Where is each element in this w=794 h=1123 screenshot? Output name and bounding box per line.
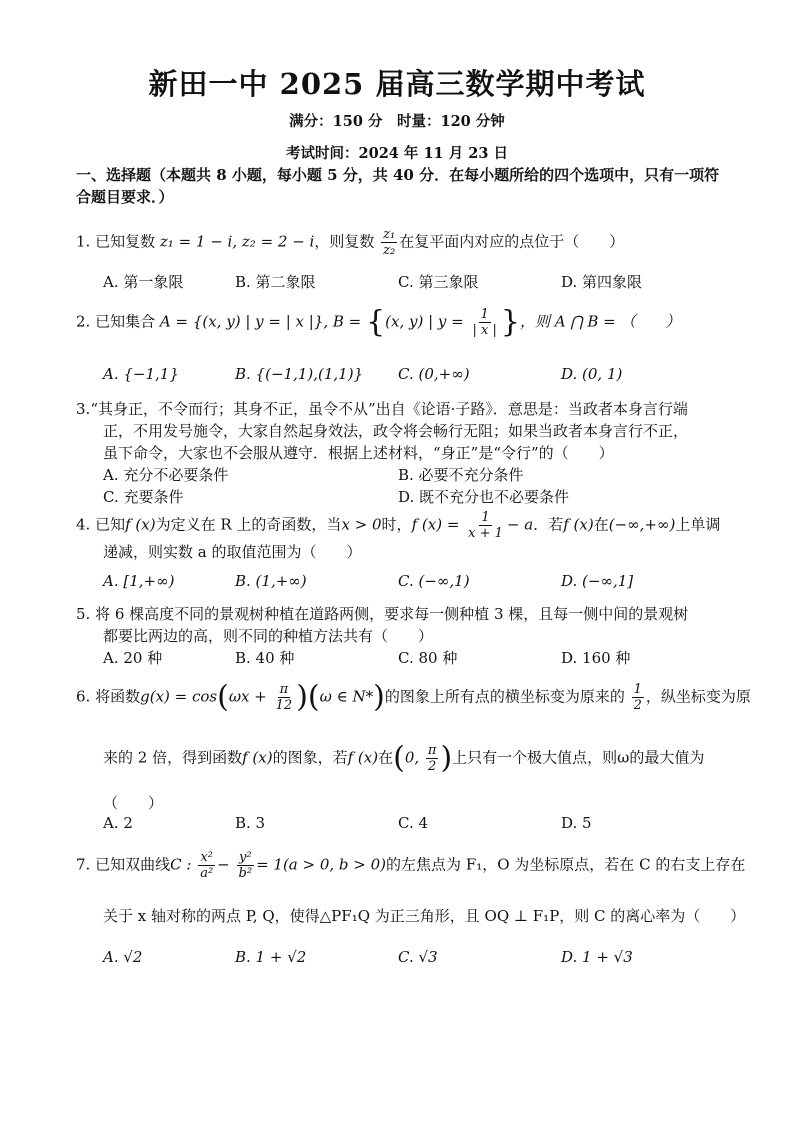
q6-int-fraction [426, 743, 439, 774]
q3-option-d: D. 既不充分也不必要条件 [398, 488, 570, 506]
q6-paren-right: ) [296, 679, 308, 715]
q6-inner: ωx + [228, 687, 267, 706]
q3-line-1: “其身正，不令而行；其身不正，虽令不从”出自《论语·子路》．意思是：当政者本身言行端 [90, 400, 688, 418]
q4-mid2: 时， [381, 515, 412, 534]
exam-date: 考试时间：2024 年 11 月 23 日 [286, 145, 508, 162]
q6-cond-right: ) [373, 679, 385, 715]
q7-frac-y-num: y² [239, 850, 252, 865]
q6-option-b: B. 3 [235, 814, 266, 832]
q7-line-2: 关于 x 轴对称的两点 P, Q，使得△PF₁Q 为正三角形，且 OQ ⊥ F₁P，则 C 的离心率为（ ） [103, 907, 746, 925]
q7-option-a: A. √2 [103, 948, 143, 966]
q7-c: C : [170, 855, 192, 874]
q6-int-paren-right: ) [440, 740, 453, 776]
q6-cond-left: ( [307, 679, 320, 715]
q1-frac-den: z₂ [383, 243, 396, 258]
q6-int-den: 2 [428, 759, 437, 774]
q7-option-d: D. 1 + √3 [561, 948, 633, 966]
q3-option-c: C. 充要条件 [103, 488, 184, 506]
q2-set-b: (x, y) | y = [385, 312, 464, 331]
q6-line2b: 的图象，若 [272, 748, 348, 767]
q4-frac-num: 1 [481, 510, 490, 525]
q2-option-d: D. (0, 1) [561, 365, 623, 383]
q5-number: 5. [76, 605, 91, 623]
q2-brace-right: } [500, 304, 520, 340]
q1-option-b: B. 第二象限 [235, 273, 316, 291]
q4-interval: (−∞,+∞) [608, 515, 676, 534]
q5-option-d: D. 160 种 [561, 649, 631, 667]
question-7 [76, 850, 745, 881]
question-4 [76, 510, 720, 541]
q7-option-b: B. 1 + √2 [235, 948, 307, 966]
exam-meta: 满分：150 分 时量：120 分钟 [289, 113, 505, 130]
q1-number: 1. [76, 232, 91, 251]
q6-int-num: π [427, 743, 437, 758]
q6-int-paren-left: ( [393, 740, 405, 776]
q1-frac-num: z₁ [383, 227, 396, 242]
q4-option-a: A. [1,+∞) [103, 572, 175, 590]
q4-option-d: D. (−∞,1] [561, 572, 634, 590]
q4-line-2: 递减，则实数 a 的取值范围为（ ） [103, 543, 362, 561]
question-3 [76, 398, 688, 420]
q6-line2c: 在 [378, 748, 394, 767]
q4-cond: x > 0 [341, 515, 382, 534]
q4-f2: f (x) [563, 515, 594, 534]
q4-fraction [466, 510, 505, 541]
q2-fraction [471, 307, 499, 338]
q4-fx: f (x) = [411, 515, 460, 534]
q4-number: 4. [76, 515, 91, 534]
q7-tail-1: 的左焦点为 F₁，O 为坐标原点，若在 C 的右支上存在 [386, 855, 746, 874]
q6-line-3: （ ） [103, 794, 164, 812]
q6-number: 6. [76, 687, 91, 706]
q2-lead: 已知集合 [95, 312, 156, 331]
q7-frac-x-den: a² [200, 866, 214, 881]
q5-line-2: 都要比两边的高，则不同的种植方法共有（ ） [103, 627, 434, 645]
page-title: 新田一中 2025 届高三数学期中考试 [148, 67, 646, 101]
q4-mid4: 在 [593, 515, 609, 534]
q6-cond: ω ∈ N* [319, 687, 374, 706]
q1-fraction [381, 227, 397, 258]
q7-frac-x [198, 850, 215, 881]
section-heading: 一、选择题（本题共 8 小题，每小题 5 分，共 40 分．在每小题所给的四个选项中，只有一项符合题目要求．） [76, 166, 720, 206]
q7-minus: − [217, 855, 230, 874]
q4-option-c: C. (−∞,1) [398, 572, 470, 590]
q4-lead: 已知 [95, 515, 126, 534]
q7-option-c: C. √3 [398, 948, 438, 966]
q7-number: 7. [76, 855, 91, 874]
q6-tail-2: ，纵坐标变为原 [645, 687, 751, 706]
q6-fraction [274, 682, 295, 713]
q6-line-2 [103, 740, 705, 776]
q3-option-b: B. 必要不充分条件 [398, 466, 524, 484]
q6-half [632, 682, 644, 713]
q6-option-c: C. 4 [398, 814, 429, 832]
question-2 [76, 304, 681, 340]
q2-number: 2. [76, 312, 91, 331]
q1-option-a: A. 第一象限 [103, 273, 184, 291]
q6-tail-1: 的图象上所有点的横坐标变为原来的 [384, 687, 625, 706]
q4-frac-den: x + 1 [468, 526, 503, 541]
q3-option-a: A. 充分不必要条件 [103, 466, 229, 484]
q2-option-b: B. {(−1,1),(1,1)} [235, 365, 364, 383]
q3-line-3: 虽下命令，大家也不会服从遵守．根据上述材料，“身正”是“令行”的（ ） [103, 444, 614, 462]
q2-option-a: A. {−1,1} [103, 365, 179, 383]
q3-number: 3. [76, 400, 91, 418]
q1-mid: ，则复数 [314, 232, 375, 251]
q7-cond: = 1(a > 0, b > 0) [256, 855, 387, 874]
q7-frac-y [237, 850, 255, 881]
q6-frac-num: π [279, 682, 289, 697]
q1-option-c: C. 第三象限 [398, 273, 479, 291]
q4-mid5: 上单调 [675, 515, 721, 534]
question-5 [76, 603, 688, 625]
q6-line2d: 上只有一个极大值点，则ω的最大值为 [452, 748, 705, 767]
q6-line2a: 来的 2 倍，得到函数 [103, 748, 243, 767]
q2-set-a: A = {(x, y) | y = | x |}, B = [159, 312, 362, 331]
q5-option-c: C. 80 种 [398, 649, 458, 667]
q6-int-left: 0, [404, 748, 420, 767]
q5-line-1: 将 6 棵高度不同的景观树种植在道路两侧，要求每一侧种植 3 棵，且每一侧中间的景观树 [95, 605, 689, 623]
q7-frac-y-den: b² [238, 866, 253, 881]
q2-tail: ，则 A ⋂ B = （ ） [519, 312, 681, 331]
q6-lead: 将函数 [95, 687, 141, 706]
q6-frac-den: 12 [275, 698, 293, 713]
q6-half-den: 2 [633, 698, 642, 713]
q2-brace-left: { [366, 304, 386, 340]
q6-option-a: A. 2 [103, 814, 133, 832]
q6-fx2: f (x) [347, 748, 379, 767]
q6-half-num: 1 [633, 682, 642, 697]
q6-g: g(x) = cos [140, 687, 218, 706]
q4-f1: f (x) [125, 515, 156, 534]
q1-tail: 在复平面内对应的点位于（ ） [399, 232, 625, 251]
q4-after-frac: − a [506, 515, 534, 534]
q4-option-b: B. (1,+∞) [235, 572, 307, 590]
question-6 [76, 679, 751, 715]
q2-frac-den: | x | [472, 323, 497, 338]
q6-paren-left: ( [217, 679, 229, 715]
q3-line-2: 正，不用发号施令，大家自然起身效法，政令将会畅行无阻；如果当政者本身言行不正， [103, 422, 689, 440]
q6-fx: f (x) [242, 748, 273, 767]
q7-lead: 已知双曲线 [95, 855, 171, 874]
q4-mid1: 为定义在 R 上的奇函数，当 [155, 515, 342, 534]
q1-condition: z₁ = 1 − i, z₂ = 2 − i [159, 232, 315, 251]
q1-option-d: D. 第四象限 [561, 273, 643, 291]
question-1 [76, 227, 624, 258]
q5-option-b: B. 40 种 [235, 649, 295, 667]
q6-option-d: D. 5 [561, 814, 592, 832]
q5-option-a: A. 20 种 [103, 649, 163, 667]
q2-option-c: C. (0,+∞) [398, 365, 470, 383]
q4-mid3: ．若 [533, 515, 564, 534]
q1-lead: 已知复数 [95, 232, 156, 251]
q2-frac-num: 1 [480, 307, 489, 322]
q7-frac-x-num: x² [200, 850, 213, 865]
